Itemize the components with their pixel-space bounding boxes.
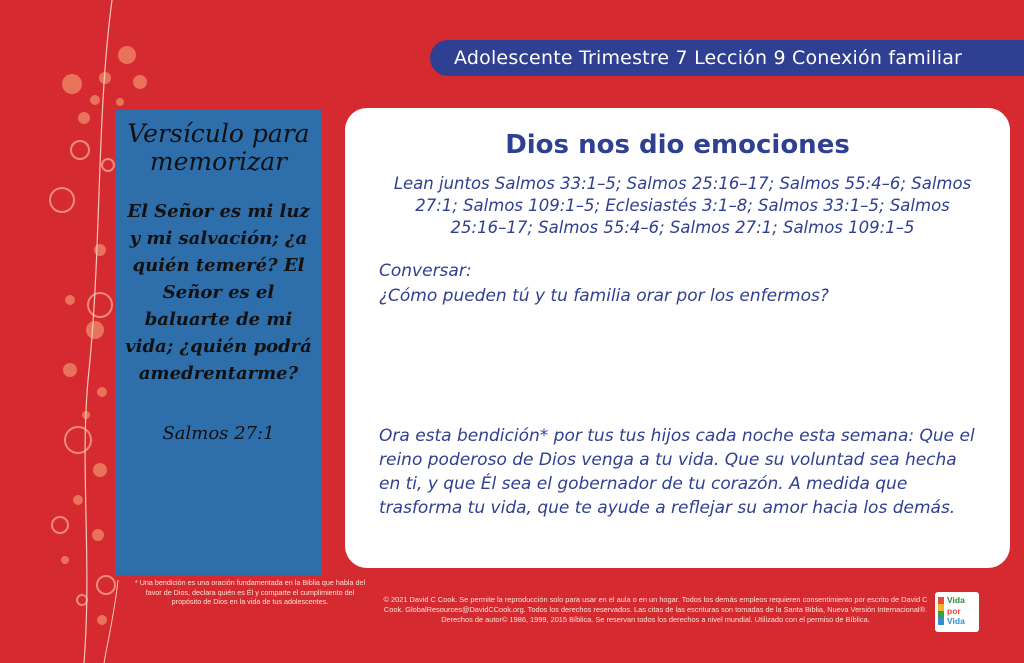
lesson-header: Adolescente Trimestre 7 Lección 9 Conexión familiar bbox=[430, 40, 1024, 76]
memory-verse-reference: Salmos 27:1 bbox=[162, 423, 275, 444]
logo-text-line-2: por bbox=[947, 605, 961, 616]
logo-mark-icon bbox=[938, 597, 944, 625]
scripture-references: Lean juntos Salmos 33:1–5; Salmos 25:16–17; Salmos 55:4–6; Salmos 27:1; Salmos 109:1–5; Eclesiastés 3:1–8; Salmos 33:1–5; Salmos 25:16–17; Salmos 55:4–6; Salmos 27:1; Salmos 109:1–5 bbox=[393, 174, 972, 237]
logo-text-line-3: Vida bbox=[947, 616, 965, 626]
memory-verse-heading: Versículo para memorizar bbox=[127, 119, 310, 176]
memory-verse-text: El Señor es mi luz y mi salvación; ¿a quién temeré? El Señor es el baluarte de mi vida; ¿quién podrá amedrentarme? bbox=[125, 201, 312, 384]
conversation-question: ¿Cómo pueden tú y tu familia orar por los enfermos? bbox=[379, 286, 829, 306]
blessing-text: Ora esta bendición* por tus tus hijos cada noche esta semana: Que el reino poderoso de Dios venga a tu vida. Que su voluntad sea hecha en ti, y que Él sea el gobernador de tu corazón. A medida que trasforma tu vida, que te ayude a reflejar su amor hacia los demás. bbox=[379, 426, 975, 518]
memory-verse-panel bbox=[115, 110, 322, 575]
conversation-label: Conversar: bbox=[379, 261, 472, 281]
lesson-card bbox=[345, 108, 1010, 568]
blessing-footnote: * Una bendición es una oración fundamentada en la Biblia que habla del favor de Dios, declara quién es Él y comparte el cumplimiento del propósito de Dios en la vida de tus adolescentes. bbox=[134, 578, 366, 606]
copyright-notice: © 2021 David C Cook. Se permite la reproducción solo para usar en el aula o en un hogar. Todos los demás empleos requieren consentimiento por escrito de David C Cook. GlobalResources@DavidCCook.org. Todos los derechos reservados. Las citas de las escrituras son tomadas de la Santa Biblia, Nueva Versión Internacional®. Derechos de autor© 1986, 1999, 2015 Bíblica. Se reservan todos los derechos a nivel mundial. Utilizado con el permiso de Bíblica. bbox=[383, 595, 928, 624]
vida-por-vida-logo bbox=[935, 592, 979, 632]
logo-text-line-1: Vida bbox=[947, 595, 965, 605]
lesson-title: Dios nos dio emociones bbox=[505, 130, 850, 160]
